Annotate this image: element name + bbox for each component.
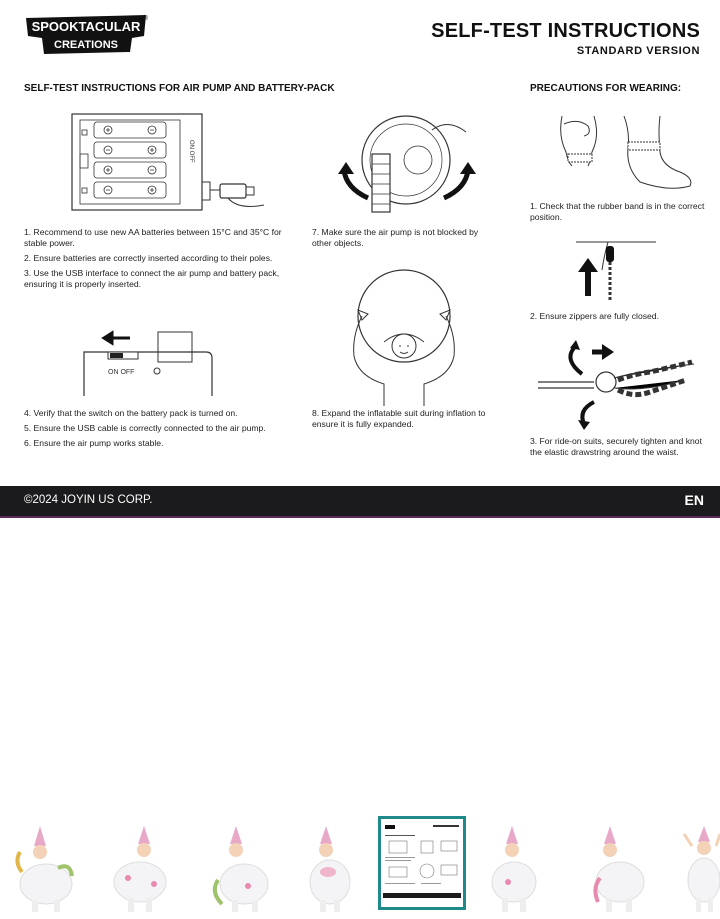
step-6: 6. Ensure the air pump works stable. xyxy=(24,438,164,448)
battery-switch-illustration xyxy=(80,322,220,398)
brand-line2: CREATIONS xyxy=(54,39,118,51)
drawstring-illustration xyxy=(534,340,704,430)
pump-steps-4-6 xyxy=(24,408,294,453)
step-1: 1. Recommend to use new AA batteries between 15°C and 35°C for stable power. xyxy=(24,227,282,248)
brand-line1: SPOOKTACULAR xyxy=(31,19,141,34)
svg-text:ON OFF: ON OFF xyxy=(188,140,194,163)
language-label: EN xyxy=(684,492,704,508)
brand-logo xyxy=(22,12,150,56)
step-4: 4. Verify that the switch on the battery pack is turned on. xyxy=(24,408,238,418)
thumbnail-5-selected[interactable] xyxy=(378,816,466,910)
precaution-2: 2. Ensure zippers are fully closed. xyxy=(530,311,659,321)
inflatable-suit-illustration xyxy=(340,266,470,406)
step-7: 7. Make sure the air pump is not blocked by other objects. xyxy=(312,227,479,248)
section-title-pump: SELF-TEST INSTRUCTIONS FOR AIR PUMP AND BATTERY-PACK xyxy=(24,83,335,94)
footer-bar xyxy=(0,486,720,518)
brand-mark: ® xyxy=(143,16,148,22)
step-2: 2. Ensure batteries are correctly inserted according to their poles. xyxy=(24,253,273,263)
thumbnail-1[interactable] xyxy=(10,822,82,914)
page-title: SELF-TEST INSTRUCTIONS xyxy=(431,20,700,42)
instruction-sheet-thumbnail xyxy=(381,819,463,907)
step-5: 5. Ensure the USB cable is correctly connected to the air pump. xyxy=(24,423,266,433)
unicorn-costume-image xyxy=(680,822,720,914)
pump-step-7 xyxy=(312,227,496,253)
pump-steps-1-3 xyxy=(24,227,286,294)
step-8: 8. Expand the inflatable suit during inflation to ensure it is fully expanded. xyxy=(312,408,486,429)
step-3: 3. Use the USB interface to connect the air pump and battery pack, ensuring it is properly inserted. xyxy=(24,268,280,289)
svg-text:ON OFF: ON OFF xyxy=(108,369,135,376)
unicorn-costume-image xyxy=(10,822,82,914)
unicorn-costume-image xyxy=(208,822,280,914)
zipper-illustration xyxy=(570,236,660,306)
precaution-3: 3. For ride-on suits, securely tighten and knot the elastic drawstring around the waist. xyxy=(530,436,702,457)
thumbnail-4[interactable] xyxy=(294,822,366,914)
unicorn-costume-image xyxy=(294,822,366,914)
air-pump-illustration xyxy=(336,108,486,220)
unicorn-costume-image xyxy=(104,822,176,914)
thumbnail-7[interactable] xyxy=(580,822,652,914)
rubber-band-illustration xyxy=(548,112,708,198)
page-subtitle: STANDARD VERSION xyxy=(576,45,700,57)
thumbnail-strip xyxy=(0,812,720,915)
unicorn-costume-image xyxy=(580,822,652,914)
copyright-text: ©2024 JOYIN US CORP. xyxy=(24,494,153,506)
thumbnail-3[interactable] xyxy=(208,822,280,914)
section-title-precautions: PRECAUTIONS FOR WEARING: xyxy=(530,83,682,94)
unicorn-costume-image xyxy=(478,822,550,914)
pump-step-8 xyxy=(312,408,502,434)
thumbnail-8[interactable] xyxy=(680,822,720,914)
precaution-1: 1. Check that the rubber band is in the correct position. xyxy=(530,201,705,222)
thumbnail-6[interactable] xyxy=(478,822,550,914)
battery-pack-illustration xyxy=(68,110,268,215)
thumbnail-2[interactable] xyxy=(104,822,176,914)
